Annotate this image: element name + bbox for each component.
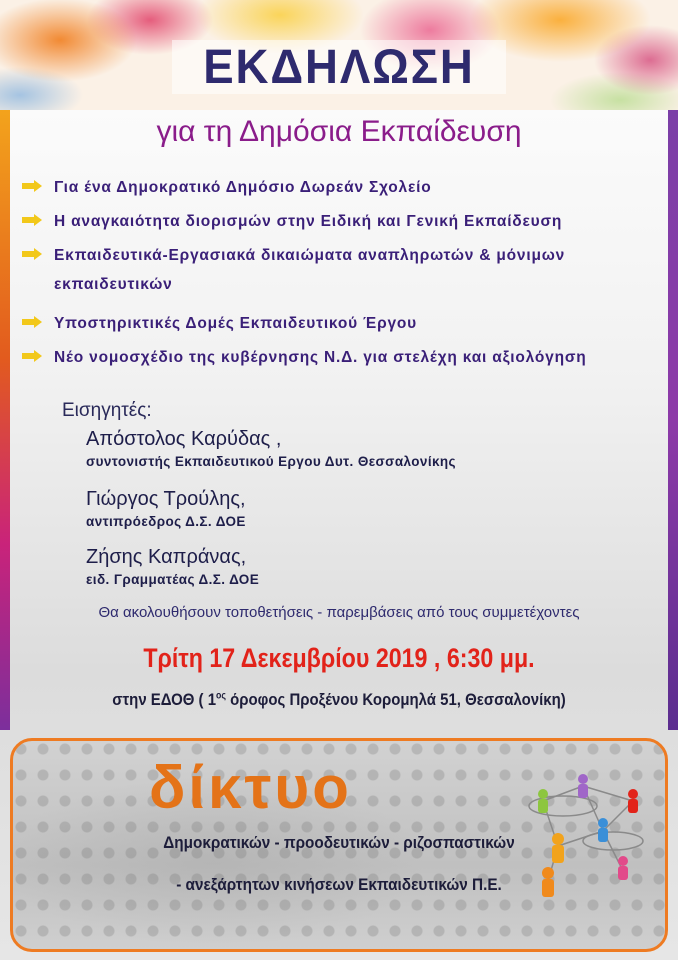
venue-suffix: όροφος Προξένου Κορομηλά 51, Θεσσαλονίκη) [225, 690, 566, 709]
organizer-line-2: - ανεξάρτητων κινήσεων Εκπαιδευτικών Π.Ε. [176, 875, 502, 894]
right-color-rail [668, 110, 678, 730]
topic-item [22, 174, 662, 208]
topic-item [22, 208, 662, 242]
topic-text: Η αναγκαιότητα διορισμών στην Ειδική και Γενική Εκπαίδευση [54, 213, 563, 230]
event-date: Τρίτη 17 Δεκεμβρίου 2019 , 6:30 μμ. [143, 643, 535, 673]
topic-text: Υποστηρικτικές Δομές Εκπαιδευτικού Έργου [54, 315, 417, 332]
arrow-right-icon [22, 248, 42, 260]
event-venue [41, 690, 638, 710]
topic-text: Εκπαιδευτικά-Εργασιακά δικαιώματα αναπληρωτών & μόνιμων [54, 247, 566, 264]
organizer-box [10, 738, 668, 952]
topic-item [22, 344, 662, 378]
topics-list [22, 174, 662, 378]
venue-prefix: στην ΕΔΟΘ ( 1 [112, 690, 217, 709]
topic-text: Για ένα Δημοκρατικό Δημόσιο Δωρεάν Σχολείο [54, 179, 432, 196]
left-color-rail [0, 110, 10, 730]
poster-title: ΕΚΔΗΛΩΣΗ [203, 41, 475, 94]
speaker-role: αντιπρόεδρος Δ.Σ. ΔΟΕ [86, 514, 246, 529]
followup-note: Θα ακολουθήσουν τοποθετήσεις - παρεμβάσεις από τους συμμετέχοντες [98, 604, 580, 621]
organizer-brand: δίκτυο [149, 754, 352, 821]
speaker-name: Γιώργος Τρούλης, [86, 488, 246, 510]
topic-text: εκπαιδευτικών [54, 276, 173, 293]
topic-text: Νέο νομοσχέδιο της κυβέρνησης Ν.Δ. για στελέχη και αξιολόγηση [54, 349, 587, 366]
speaker-name: Απόστολος Καρύδας , [86, 428, 282, 450]
speaker-role: ειδ. Γραμματέας Δ.Σ. ΔΟΕ [86, 572, 260, 587]
poster-subtitle: για τη Δημόσια Εκπαίδευση [156, 115, 522, 148]
topic-item [22, 242, 662, 276]
arrow-right-icon [22, 350, 42, 362]
speaker-name: Ζήσης Καπράνας, [86, 546, 247, 568]
topic-item [22, 310, 662, 344]
arrow-right-icon [22, 316, 42, 328]
organizer-line-1: Δημοκρατικών - προοδευτικών - ριζοσπαστικών [163, 833, 515, 852]
arrow-right-icon [22, 180, 42, 192]
speakers-label: Εισηγητές: [62, 400, 152, 421]
venue-superscript: ος [216, 690, 226, 702]
arrow-right-icon [22, 214, 42, 226]
topic-item-continuation [22, 276, 662, 310]
speaker-role: συντονιστής Εκπαιδευτικού Εργου Δυτ. Θεσσαλονίκης [86, 454, 456, 469]
